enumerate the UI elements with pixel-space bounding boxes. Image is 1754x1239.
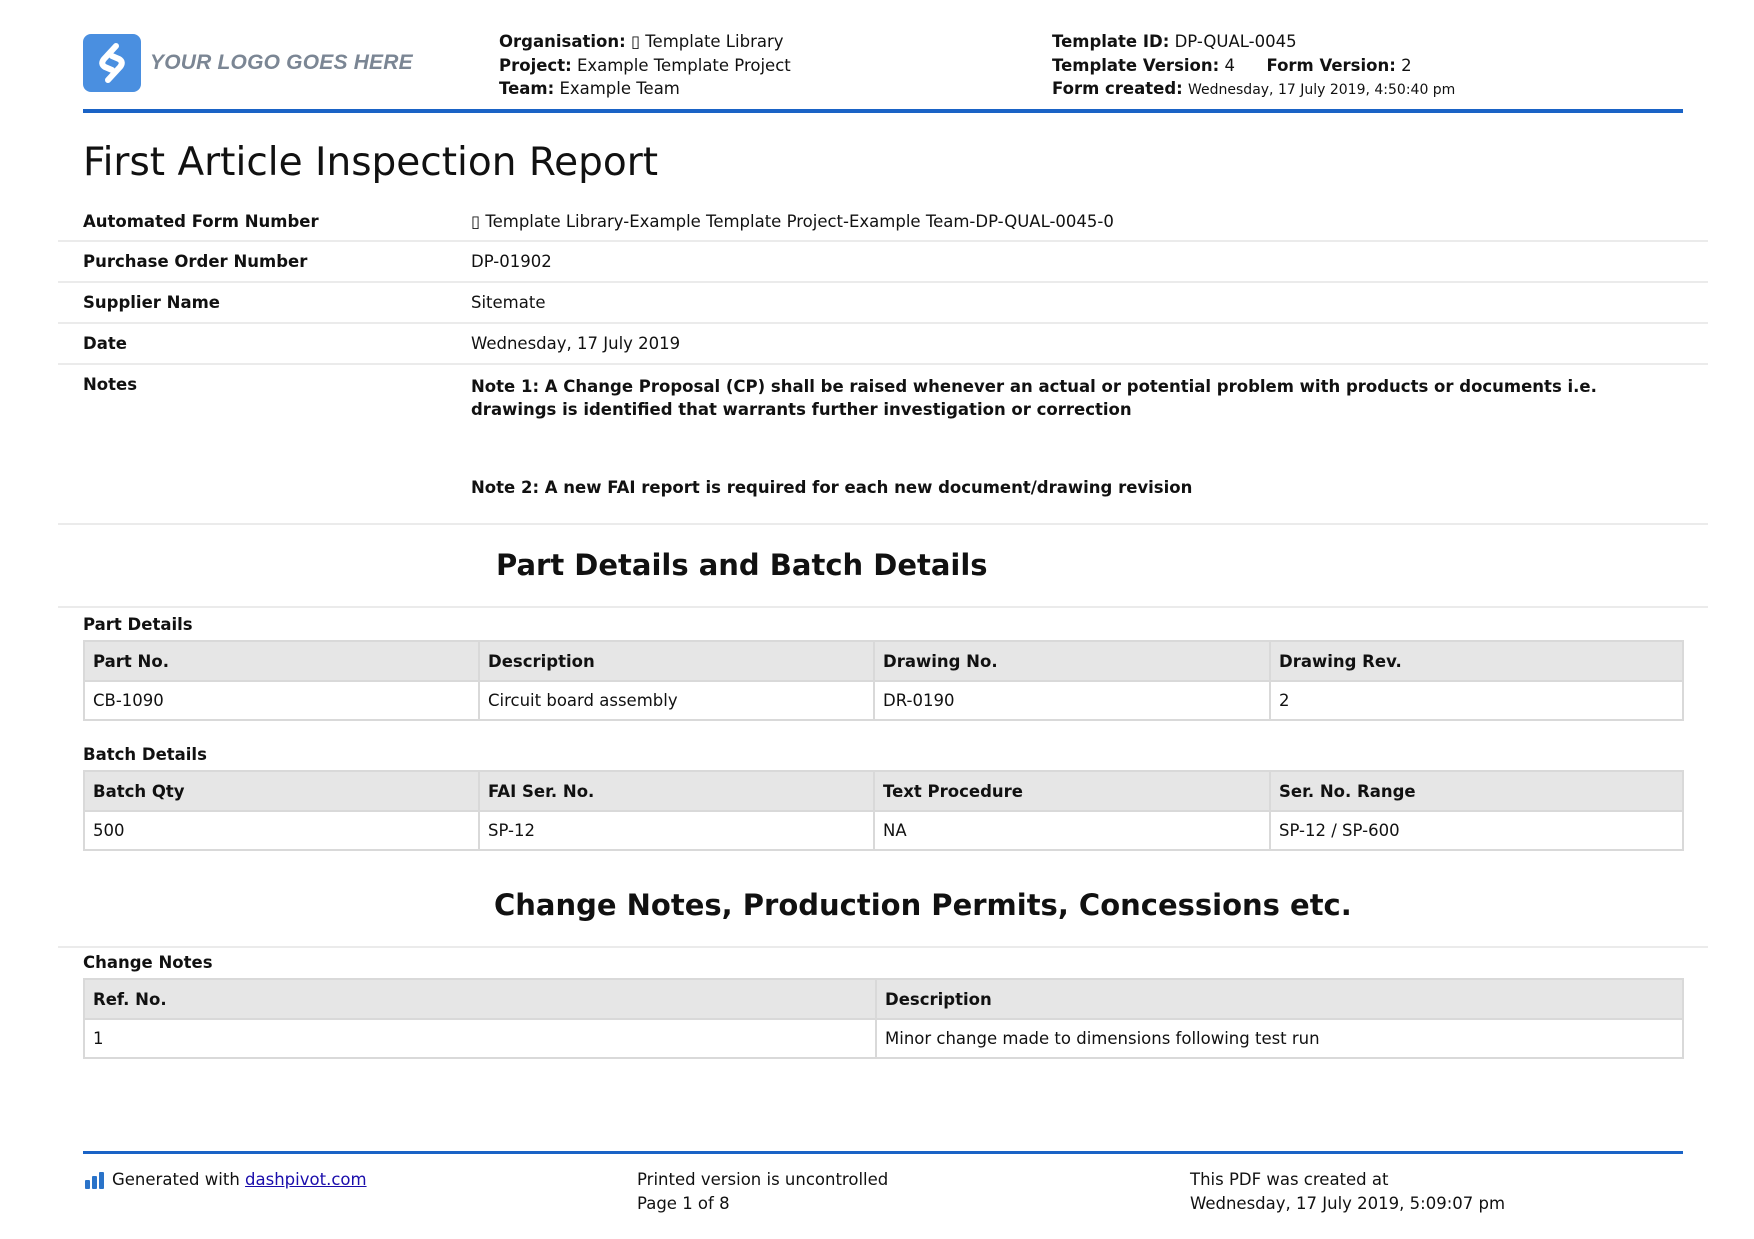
column-header: Drawing Rev. xyxy=(1270,641,1683,681)
change-notes-table xyxy=(83,978,1684,1059)
table-cell: DR-0190 xyxy=(874,681,1270,720)
notes-value xyxy=(471,375,1708,523)
field-row xyxy=(58,324,1708,365)
organisation-value: ▯ Template Library xyxy=(630,32,784,51)
column-header: Part No. xyxy=(84,641,479,681)
footer-generated xyxy=(85,1168,367,1192)
dashpivot-link[interactable]: dashpivot.com xyxy=(245,1170,367,1189)
table-header-row xyxy=(84,641,1683,681)
column-header: FAI Ser. No. xyxy=(479,771,874,811)
template-id-label: Template ID: xyxy=(1052,32,1170,51)
date-value: Wednesday, 17 July 2019 xyxy=(471,334,681,353)
table-row xyxy=(84,1019,1683,1058)
table-cell: 1 xyxy=(84,1019,876,1058)
table-cell: SP-12 xyxy=(479,811,874,850)
field-row xyxy=(58,365,1708,525)
field-row xyxy=(58,283,1708,324)
table-cell: Minor change made to dimensions following test run xyxy=(876,1019,1683,1058)
printed-text: Printed version is uncontrolled xyxy=(637,1170,889,1189)
change-notes-label: Change Notes xyxy=(83,953,213,972)
column-header: Description xyxy=(479,641,874,681)
table-cell: NA xyxy=(874,811,1270,850)
template-id-value: DP-QUAL-0045 xyxy=(1174,32,1297,51)
part-details-table xyxy=(83,640,1684,721)
table-cell: CB-1090 xyxy=(84,681,479,720)
batch-details-table xyxy=(83,770,1684,851)
column-header: Drawing No. xyxy=(874,641,1270,681)
date-label: Date xyxy=(83,334,127,353)
logo-mark-icon xyxy=(83,34,141,92)
field-row xyxy=(58,242,1708,283)
header-divider xyxy=(83,109,1683,113)
template-version-label: Template Version: xyxy=(1052,55,1220,75)
column-header: Batch Qty xyxy=(84,771,479,811)
team-value: Example Team xyxy=(559,79,680,98)
header-meta-template xyxy=(1052,30,1455,103)
generated-text: Generated with xyxy=(112,1170,240,1189)
organisation-label: Organisation: xyxy=(499,32,626,51)
team-label: Team: xyxy=(499,79,555,98)
form-created-value: Wednesday, 17 July 2019, 4:50:40 pm xyxy=(1188,82,1456,98)
table-header-row xyxy=(84,979,1683,1019)
logo xyxy=(83,34,413,92)
dashpivot-bars-icon xyxy=(85,1171,104,1189)
project-label: Project: xyxy=(499,55,572,75)
table-cell: 500 xyxy=(84,811,479,850)
table-row xyxy=(84,811,1683,850)
page-title: First Article Inspection Report xyxy=(83,140,659,185)
note-2: Note 2: A new FAI report is required for each new document/drawing revision xyxy=(471,478,1193,497)
form-number-value: ▯ Template Library-Example Template Project-Example Team-DP-QUAL-0045-0 xyxy=(471,212,1114,231)
note-1: Note 1: A Change Proposal (CP) shall be raised whenever an actual or potential problem with products or documents i.e. drawings is identified that warrants further investigation or correction xyxy=(471,377,1597,419)
supplier-value: Sitemate xyxy=(471,293,546,312)
table-cell: SP-12 / SP-600 xyxy=(1270,811,1683,850)
pdf-created-value: Wednesday, 17 July 2019, 5:09:07 pm xyxy=(1190,1194,1506,1213)
table-cell: Circuit board assembly xyxy=(479,681,874,720)
table-cell: 2 xyxy=(1270,681,1683,720)
form-created-label: Form created: xyxy=(1052,79,1183,98)
pdf-created-label: This PDF was created at xyxy=(1190,1170,1389,1189)
footer-divider xyxy=(83,1151,1683,1154)
section-title: Part Details and Batch Details xyxy=(496,548,988,582)
column-header: Ser. No. Range xyxy=(1270,771,1683,811)
table-row xyxy=(84,681,1683,720)
project-value: Example Template Project xyxy=(576,55,791,75)
column-header: Description xyxy=(876,979,1683,1019)
column-header: Ref. No. xyxy=(84,979,876,1019)
form-fields xyxy=(58,202,1708,525)
table-header-row xyxy=(84,771,1683,811)
form-number-label: Automated Form Number xyxy=(83,212,319,231)
page-number: Page 1 of 8 xyxy=(637,1194,730,1213)
supplier-label: Supplier Name xyxy=(83,293,220,312)
header-meta-organisation xyxy=(499,30,791,101)
column-header: Text Procedure xyxy=(874,771,1270,811)
form-version-label: Form Version: xyxy=(1266,55,1396,75)
po-value: DP-01902 xyxy=(471,252,552,271)
footer-print-info xyxy=(637,1168,888,1216)
logo-text: YOUR LOGO GOES HERE xyxy=(150,51,413,74)
part-details-label: Part Details xyxy=(83,615,193,634)
section-change-notes xyxy=(58,868,1708,948)
footer-pdf-created xyxy=(1190,1168,1505,1216)
notes-label: Notes xyxy=(83,375,138,394)
section-title: Change Notes, Production Permits, Concessions etc. xyxy=(494,888,1352,922)
page-header xyxy=(83,26,1683,110)
template-version-value: 4 xyxy=(1224,55,1235,75)
section-part-batch xyxy=(58,530,1708,608)
form-version-value: 2 xyxy=(1401,55,1412,75)
po-label: Purchase Order Number xyxy=(83,252,308,271)
batch-details-label: Batch Details xyxy=(83,745,207,764)
field-row xyxy=(58,202,1708,242)
